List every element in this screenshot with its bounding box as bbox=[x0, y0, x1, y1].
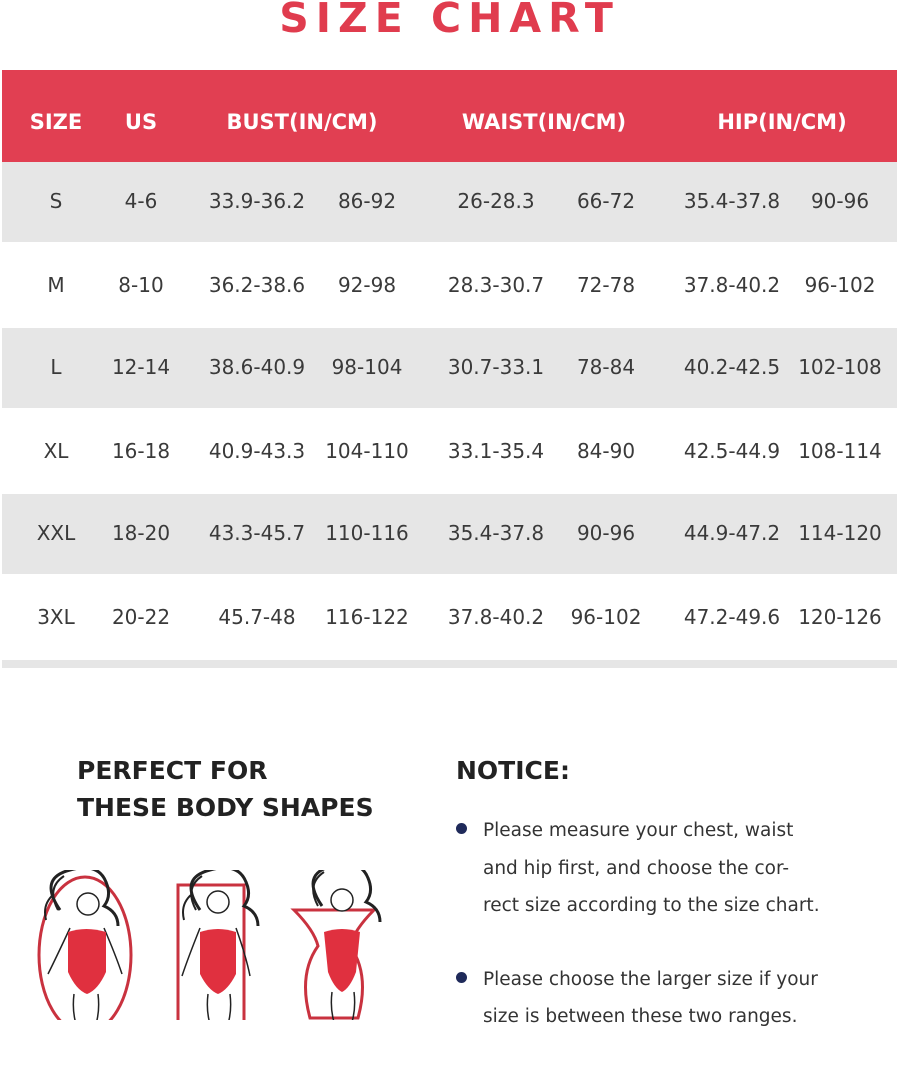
bust-cm-cell: 104-110 bbox=[325, 439, 409, 463]
waist-cm-cell: 78-84 bbox=[576, 355, 636, 379]
waist-cm-cell: 66-72 bbox=[576, 189, 636, 213]
header-size: SIZE bbox=[29, 110, 83, 134]
hip-in-cell: 40.2-42.5 bbox=[683, 355, 781, 379]
hip-cm-cell: 90-96 bbox=[810, 189, 870, 213]
bust-in-cell: 45.7-48 bbox=[218, 605, 296, 629]
us-cell: 18-20 bbox=[111, 521, 171, 545]
waist-in-cell: 33.1-35.4 bbox=[447, 439, 545, 463]
us-cell: 12-14 bbox=[111, 355, 171, 379]
page-title: SIZE CHART bbox=[279, 0, 620, 42]
body-shapes-heading-line-2: THESE BODY SHAPES bbox=[77, 793, 374, 822]
table-row bbox=[2, 408, 897, 494]
size-chart-table bbox=[2, 70, 897, 668]
bust-in-cell: 40.9-43.3 bbox=[208, 439, 306, 463]
hip-cm-cell: 108-114 bbox=[798, 439, 882, 463]
size-cell: M bbox=[47, 273, 65, 297]
notice-list bbox=[456, 812, 876, 1072]
bust-in-cell: 38.6-40.9 bbox=[208, 355, 306, 379]
bust-in-cell: 36.2-38.6 bbox=[208, 273, 306, 297]
waist-in-cell: 37.8-40.2 bbox=[447, 605, 545, 629]
table-header-row bbox=[2, 70, 897, 162]
waist-cm-cell: 90-96 bbox=[576, 521, 636, 545]
waist-in-cell: 26-28.3 bbox=[457, 189, 535, 213]
notice-item-text: Please measure your chest, waist and hip first, and choose the cor- rect size according to the size chart. bbox=[483, 820, 820, 916]
bust-cm-cell: 116-122 bbox=[325, 605, 409, 629]
hourglass-body-figure-icon bbox=[294, 870, 380, 1020]
body-shapes-heading bbox=[77, 752, 374, 826]
waist-in-cell: 35.4-37.8 bbox=[447, 521, 545, 545]
oval-body-figure-icon bbox=[39, 870, 131, 1020]
hip-cm-cell: 114-120 bbox=[798, 521, 882, 545]
waist-cm-cell: 96-102 bbox=[570, 605, 642, 629]
bust-cm-cell: 92-98 bbox=[337, 273, 397, 297]
notice-item-text: Please choose the larger size if your size is between these two ranges. bbox=[483, 968, 818, 1027]
hip-in-cell: 42.5-44.9 bbox=[683, 439, 781, 463]
bullet-icon bbox=[456, 972, 467, 983]
bust-in-cell: 43.3-45.7 bbox=[208, 521, 306, 545]
body-shapes-heading-line-1: PERFECT FOR bbox=[77, 756, 268, 785]
table-row bbox=[2, 494, 897, 574]
hip-cm-cell: 120-126 bbox=[798, 605, 882, 629]
hip-cm-cell: 102-108 bbox=[798, 355, 882, 379]
bust-in-cell: 33.9-36.2 bbox=[208, 189, 306, 213]
bust-cm-cell: 98-104 bbox=[331, 355, 403, 379]
bust-cm-cell: 110-116 bbox=[325, 521, 409, 545]
waist-in-cell: 30.7-33.1 bbox=[447, 355, 545, 379]
bullet-icon bbox=[456, 823, 467, 834]
notice-item bbox=[456, 812, 876, 925]
size-cell: L bbox=[50, 355, 62, 379]
body-shape-figures bbox=[30, 870, 410, 1020]
size-cell: 3XL bbox=[37, 605, 75, 629]
table-row bbox=[2, 328, 897, 408]
header-hip: HIP(IN/CM) bbox=[717, 110, 847, 134]
table-row bbox=[2, 242, 897, 328]
table-row bbox=[2, 162, 897, 242]
hip-in-cell: 47.2-49.6 bbox=[683, 605, 781, 629]
table-body bbox=[2, 162, 897, 660]
header-us: US bbox=[124, 110, 158, 134]
hip-in-cell: 37.8-40.2 bbox=[683, 273, 781, 297]
header-bust: BUST(IN/CM) bbox=[226, 110, 378, 134]
header-waist: WAIST(IN/CM) bbox=[461, 110, 627, 134]
notice-heading: NOTICE: bbox=[456, 756, 570, 785]
table-row bbox=[2, 574, 897, 660]
size-cell: XXL bbox=[36, 521, 76, 545]
bust-cm-cell: 86-92 bbox=[337, 189, 397, 213]
rectangle-body-figure-icon bbox=[178, 870, 258, 1020]
size-cell: S bbox=[49, 189, 63, 213]
us-cell: 16-18 bbox=[111, 439, 171, 463]
table-bottom-bar bbox=[2, 660, 897, 668]
hip-in-cell: 44.9-47.2 bbox=[683, 521, 781, 545]
waist-cm-cell: 72-78 bbox=[576, 273, 636, 297]
hip-cm-cell: 96-102 bbox=[804, 273, 876, 297]
waist-cm-cell: 84-90 bbox=[576, 439, 636, 463]
us-cell: 20-22 bbox=[111, 605, 171, 629]
hip-in-cell: 35.4-37.8 bbox=[683, 189, 781, 213]
us-cell: 8-10 bbox=[118, 273, 164, 297]
us-cell: 4-6 bbox=[124, 189, 158, 213]
notice-item bbox=[456, 961, 876, 1036]
waist-in-cell: 28.3-30.7 bbox=[447, 273, 545, 297]
size-cell: XL bbox=[43, 439, 69, 463]
